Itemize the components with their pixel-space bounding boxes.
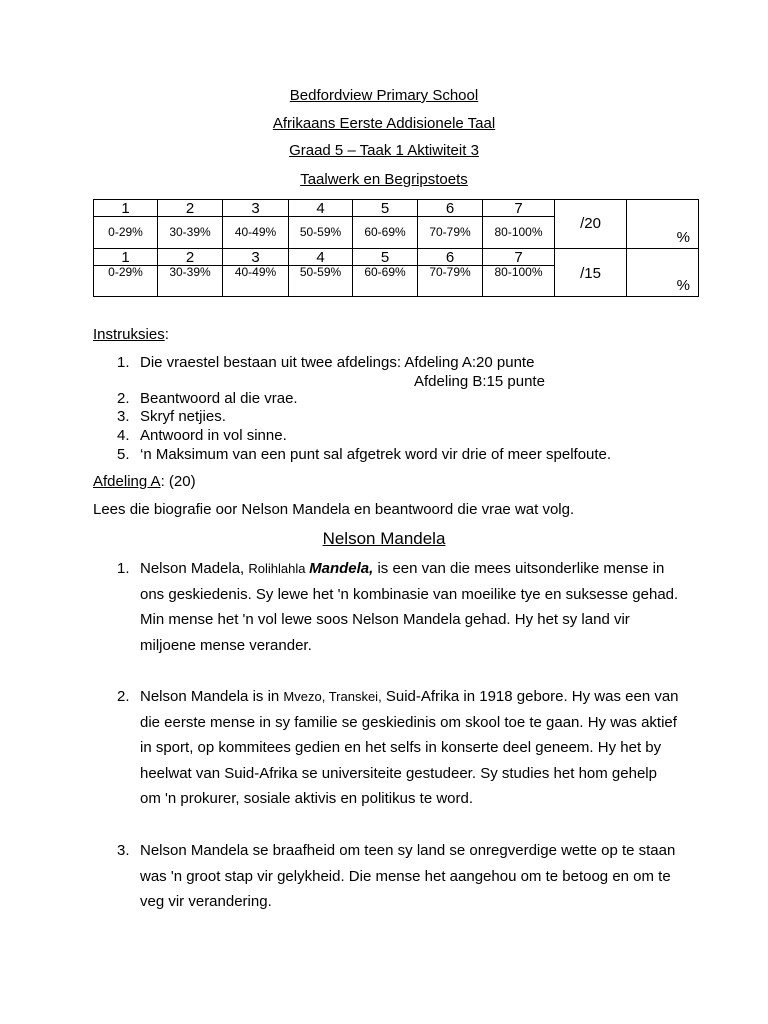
test-title: Taalwerk en Begripstoets (300, 171, 468, 188)
total-b-cell (555, 249, 627, 297)
paragraph-number: 1. (117, 560, 130, 577)
level-2: 2 (158, 249, 223, 266)
percent-a-cell (627, 200, 699, 249)
total-a-cell (555, 200, 627, 249)
percent-b: % (676, 277, 690, 294)
biography-title: Nelson Mandela (322, 529, 446, 548)
band-5: 60-69% (353, 217, 418, 249)
percent-b-cell (627, 249, 699, 297)
band-6: 70-79% (418, 217, 483, 249)
instruction-number: 3. (117, 408, 130, 425)
instructions-heading: Instruksies: (93, 326, 169, 343)
instruction-item: Skryf netjies. (140, 408, 226, 425)
band-7: 80-100% (483, 266, 555, 297)
section-a-heading: Afdeling A: (20) (93, 473, 196, 490)
band-2: 30-39% (158, 266, 223, 297)
instruction-number: 5. (117, 446, 130, 463)
level-7: 7 (483, 200, 555, 217)
subject-title: Afrikaans Eerste Addisionele Taal (272, 115, 496, 132)
level-4: 4 (289, 200, 353, 217)
band-7: 80-100% (483, 217, 555, 249)
instruction-number: 2. (117, 390, 130, 407)
percent-a: % (676, 229, 690, 246)
level-6: 6 (418, 200, 483, 217)
level-5: 5 (353, 200, 418, 217)
level-4: 4 (289, 249, 353, 266)
level-1: 1 (94, 200, 158, 217)
paragraph-number: 3. (117, 842, 130, 859)
level-2: 2 (158, 200, 223, 217)
band-1: 0-29% (94, 217, 158, 249)
paragraph-number: 2. (117, 688, 130, 705)
band-4: 50-59% (289, 266, 353, 297)
instruction-item: Die vraestel bestaan uit twee afdelings: Afdeling A:20 punte (140, 354, 535, 371)
band-4: 50-59% (289, 217, 353, 249)
level-7: 7 (483, 249, 555, 266)
school-name: Bedfordview Primary School (289, 87, 479, 104)
level-6: 6 (418, 249, 483, 266)
band-2: 30-39% (158, 217, 223, 249)
paragraph-3: Nelson Mandela se braafheid om teen sy land se onregverdige wette op te staan was 'n groot stap vir gelykheid. Die mense het aangehou om te betoog en om te veg vir verandering. (140, 842, 676, 910)
instruction-number: 4. (117, 427, 130, 444)
band-6: 70-79% (418, 266, 483, 297)
level-3: 3 (223, 249, 289, 266)
instruction-number: 1. (117, 354, 130, 371)
level-3: 3 (223, 200, 289, 217)
instruction-item: Afdeling B:15 punte (414, 373, 545, 390)
section-a-intro: Lees die biografie oor Nelson Mandela en beantwoord die vrae wat volg. (93, 501, 575, 518)
instruction-item: Beantwoord al die vrae. (140, 390, 298, 407)
level-1: 1 (94, 249, 158, 266)
total-b: /15 (580, 265, 601, 282)
score-table (93, 199, 699, 297)
instruction-item: Antwoord in vol sinne. (140, 427, 287, 444)
paragraph-2: Nelson Mandela is in Mvezo, Transkei, Suid-Afrika in 1918 gebore. Hy was een van die eerste mense in sy familie se geskiedinis om skool toe te gaan. Hy was aktief in sport, op kommitees gedien en het selfs in konserte deel geneem. Hy het by heelwat van Suid-Afrika se universiteite gestudeer. Sy studies het hom gehelp om 'n prokurer, sosiale aktivis en politikus te word. (140, 688, 679, 807)
total-a: /20 (580, 215, 601, 232)
band-3: 40-49% (223, 266, 289, 297)
band-3: 40-49% (223, 217, 289, 249)
band-5: 60-69% (353, 266, 418, 297)
band-1: 0-29% (94, 266, 158, 297)
level-5: 5 (353, 249, 418, 266)
grade-task: Graad 5 – Taak 1 Aktiwiteit 3 (289, 142, 479, 159)
instruction-item: ‘n Maksimum van een punt sal afgetrek word vir drie of meer spelfoute. (140, 446, 612, 463)
paragraph-1: Nelson Madela, Rolihlahla Mandela, is een van die mees uitsonderlike mense in ons geskiedenis. Sy lewe het 'n kombinasie van moeilike tye en suksesse gehad. Min mense het 'n vol lewe soos Nelson Mandela gehad. Hy het sy land vir miljoene mense verander. (140, 560, 679, 654)
